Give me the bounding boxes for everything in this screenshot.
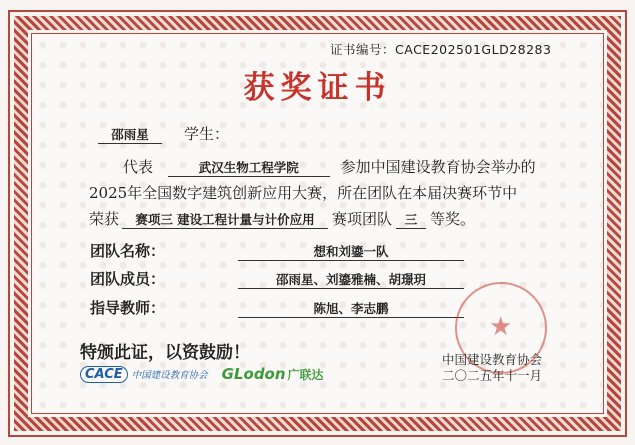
issue-date: 二〇二五年十一月 bbox=[441, 368, 542, 383]
instructors-value: 陈旭、李志鹏 bbox=[238, 299, 464, 318]
award-line bbox=[89, 208, 475, 229]
represent-label: 代表 bbox=[123, 158, 154, 176]
cace-cn-label: 中国建设教育协会 bbox=[131, 370, 208, 381]
cace-logo: CACE bbox=[80, 366, 128, 383]
slogan: 特颁此证，以资鼓励！ bbox=[80, 343, 250, 363]
members-label: 团队成员： bbox=[90, 270, 166, 288]
prize-level: 三 bbox=[396, 210, 426, 229]
certificate-number bbox=[330, 40, 551, 58]
seal-star-icon: ★ bbox=[489, 312, 513, 342]
team-name-value: 想和刘鎏一队 bbox=[238, 242, 464, 261]
school-name: 武汉生物工程学院 bbox=[168, 158, 330, 177]
prize-suffix: 等奖。 bbox=[430, 210, 476, 228]
glodon-logo: GLodon bbox=[221, 365, 286, 383]
represent-line bbox=[123, 156, 536, 177]
competition-line: 2025年全国数字建筑创新应用大赛，所在团队在本届决赛环节中 bbox=[89, 184, 518, 202]
student-name: 邵雨星 bbox=[98, 125, 162, 144]
issuer-name: 中国建设教育协会 bbox=[441, 352, 542, 367]
members-value: 邵雨星、刘鎏雅楠、胡璟玥 bbox=[238, 270, 464, 289]
student-line bbox=[98, 123, 229, 144]
award-track: 赛项三 建设工程计量与计价应用 bbox=[122, 210, 328, 229]
award-prefix: 荣获 bbox=[89, 210, 120, 228]
logo-row bbox=[80, 364, 324, 384]
certificate-title: 获奖证书 bbox=[243, 70, 392, 106]
instructors-label: 指导教师： bbox=[90, 299, 166, 317]
student-suffix: 学生： bbox=[184, 125, 230, 143]
certificate-number-label: 证书编号： bbox=[330, 42, 396, 57]
team-name-label: 团队名称： bbox=[90, 242, 166, 260]
track-suffix: 赛项团队 bbox=[332, 210, 393, 228]
glodon-cn-label: 广联达 bbox=[287, 367, 324, 382]
line1-tail: 参加中国建设教育协会举办的 bbox=[340, 158, 536, 176]
certificate-number-value: CACE202501GLD28283 bbox=[395, 42, 552, 57]
